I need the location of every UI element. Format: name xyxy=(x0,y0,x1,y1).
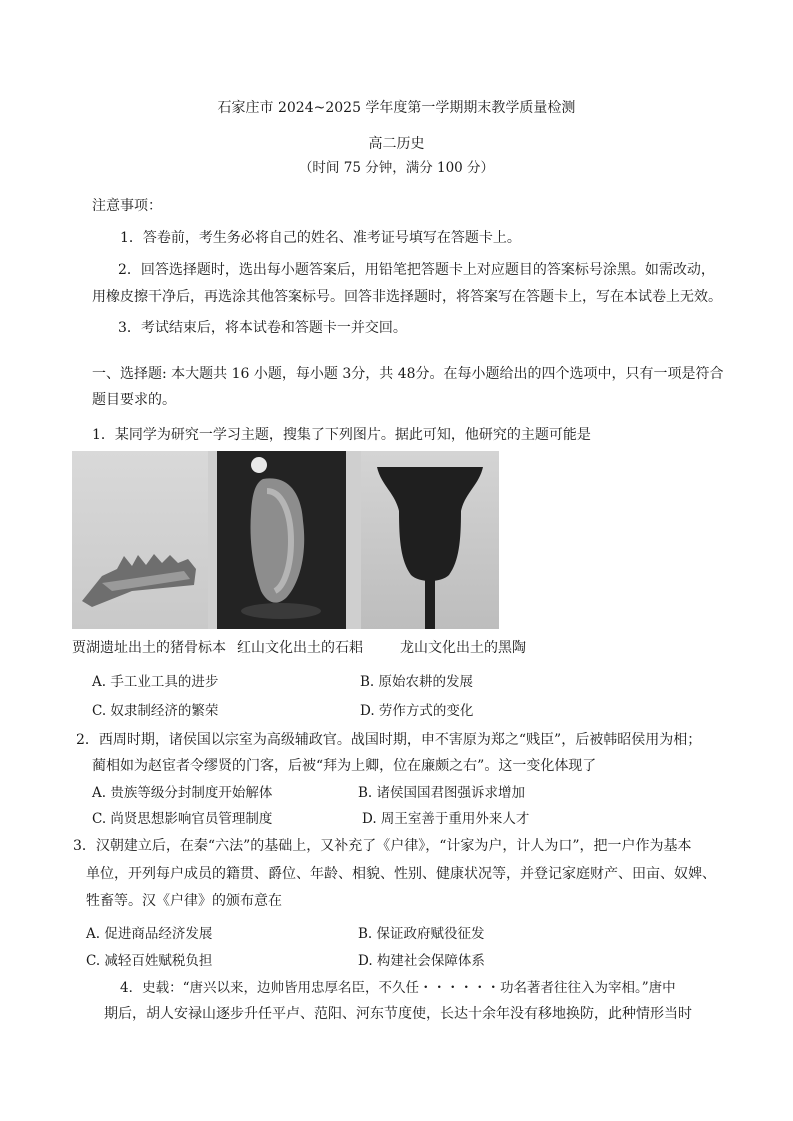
q2-stem-line-1: 2．西周时期，诸侯国以宗室为高级辅政官。战国时期，申不害原为郑之“贱臣”，后被韩昭侯用为相； xyxy=(76,732,702,748)
q3-option-d: D. 构建社会保障体系 xyxy=(358,953,485,969)
notice-item-2-line-1: 2．回答选择题时，选出每小题答案后，用铅笔把答题卡上对应题目的答案标号涂黑。如需改动， xyxy=(118,262,715,278)
black-pottery-photo xyxy=(361,451,499,629)
q3-option-c: C. 减轻百姓赋税负担 xyxy=(86,953,213,969)
notice-item-1: 1．答卷前，考生务必将自己的姓名、准考证号填写在答题卡上。 xyxy=(120,230,521,246)
notice-heading: 注意事项： xyxy=(92,198,162,214)
notice-item-2-line-2: 用橡皮擦干净后，再选涂其他答案标号。回答非选择题时，将答案写在答题卡上，写在本试卷上无效。 xyxy=(92,289,722,305)
subject-title: 高二历史 xyxy=(368,136,425,152)
stone-plough-photo xyxy=(217,451,346,629)
q1-photo-strip xyxy=(72,451,499,629)
q4-stem-line-1: 4．史载：“唐兴以来，边帅皆用忠厚名臣，不久任・・・・・・功名著者往往入为宰相。”唐中 xyxy=(120,980,676,996)
notice-item-3: 3．考试结束后，将本试卷和答题卡一并交回。 xyxy=(118,320,407,336)
q3-option-b: B. 保证政府赋役征发 xyxy=(358,926,485,942)
q3-stem-line-3: 牲畜等。汉《户律》的颁布意在 xyxy=(86,893,282,909)
q1-option-a: A. 手工业工具的进步 xyxy=(92,674,219,690)
q1-option-b: B. 原始农耕的发展 xyxy=(360,674,474,690)
q2-option-a: A. 贵族等级分封制度开始解体 xyxy=(92,785,273,801)
q1-option-c: C. 奴隶制经济的繁荣 xyxy=(92,703,219,719)
q2-stem-line-2: 蔺相如为赵宦者令缪贤的门客，后被“拜为上卿，位在廉颇之右”。这一变化体现了 xyxy=(92,758,597,774)
section-1-intro: 一、选择题: 本大题共 16 小题，每小题 3分，共 48分。在每小题给出的四个选项中，只有一项是符合 xyxy=(92,366,724,382)
q2-option-b: B. 诸侯国国君图强诉求增加 xyxy=(358,785,526,801)
q1-caption-1: 贾湖遗址出土的猪骨标本 xyxy=(72,640,226,656)
q2-option-c: C. 尚贤思想影响官员管理制度 xyxy=(92,811,273,827)
q3-stem-line-2: 单位，开列每户成员的籍贯、爵位、年龄、相貌、性别、健康状况等，并登记家庭财产、田亩、奴婢、 xyxy=(86,866,716,882)
q1-caption-3: 龙山文化出土的黑陶 xyxy=(400,640,526,656)
q4-stem-line-2: 期后，胡人安禄山逐步升任平卢、范阳、河东节度使，长达十余年没有移地换防，此种情形当时 xyxy=(104,1006,692,1022)
q2-option-d: D. 周王室善于重用外来人才 xyxy=(362,811,530,827)
q3-option-a: A. 促进商品经济发展 xyxy=(86,926,213,942)
section-1-intro-line-2: 题目要求的。 xyxy=(92,392,176,408)
time-note: （时间 75 分钟，满分 100 分） xyxy=(298,160,495,176)
q1-caption-2: 红山文化出土的石耜 xyxy=(237,640,363,656)
exam-title: 石家庄市 2024~2025 学年度第一学期期末教学质量检测 xyxy=(217,100,576,116)
q1-option-d: D. 劳作方式的变化 xyxy=(360,703,474,719)
q3-stem-line-1: 3．汉朝建立后，在秦“六法”的基础上，又补充了《户律》，“计家为户，计人为口”，把一户作为基本 xyxy=(73,838,692,854)
pig-bone-photo xyxy=(72,451,208,629)
q1-stem: 1．某同学为研究一学习主题，搜集了下列图片。据此可知，他研究的主题可能是 xyxy=(92,427,591,443)
